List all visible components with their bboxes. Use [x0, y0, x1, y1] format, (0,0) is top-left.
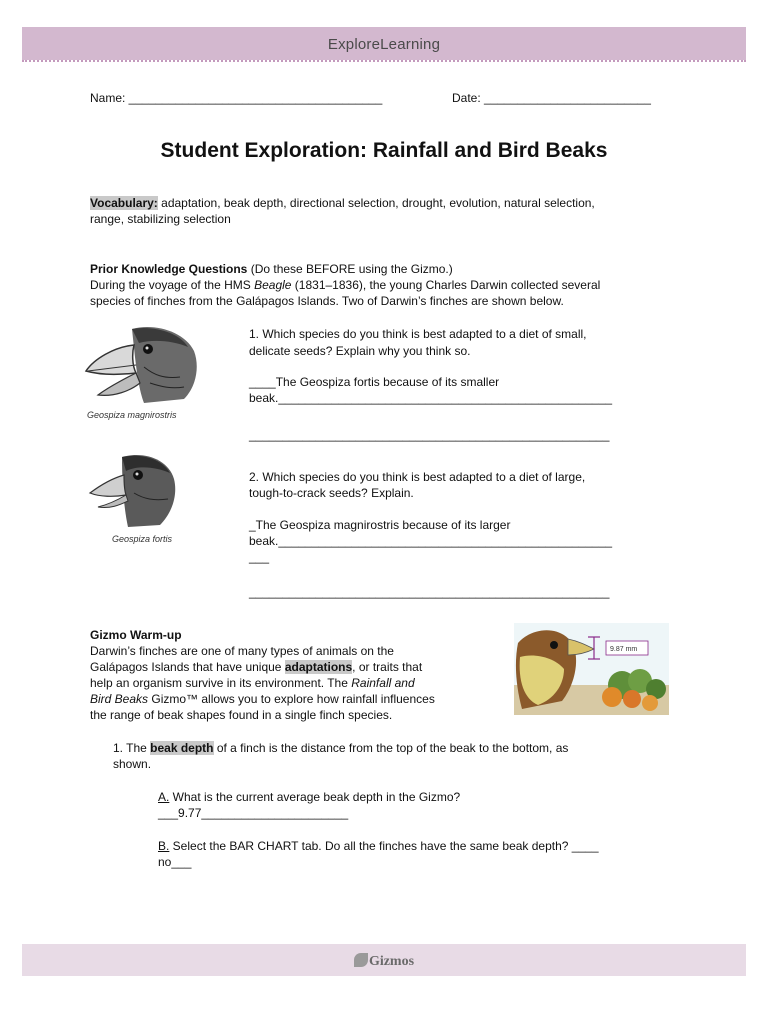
answer-2-line-2: beak.__________________________________________________	[249, 534, 613, 548]
answer-2-line-4: ______________________________________________________	[249, 585, 610, 599]
warmup-heading: Gizmo Warm-up	[90, 628, 182, 642]
answer-b: no___	[158, 855, 192, 869]
item-1-line-1: 1. The beak depth of a finch is the distance from the top of the beak to the bottom, as	[113, 741, 569, 755]
answer-1-line-2: beak.__________________________________________________	[249, 391, 613, 405]
answer-2-line-3: ___	[249, 550, 270, 564]
finch-fortis-image	[88, 449, 178, 529]
question-1-line-1: 1. Which species do you think is best adapted to a diet of small,	[249, 327, 587, 341]
question-1-line-2: delicate seeds? Explain why you think so.	[249, 344, 471, 358]
warmup-line-4: Bird Beaks Gizmo™ allows you to explore how rainfall influences	[90, 692, 435, 706]
answer-a: ___9.77______________________	[158, 806, 349, 820]
gizmo-measurement-label: 9.87 mm	[610, 646, 638, 653]
prior-knowledge-line-1: During the voyage of the HMS Beagle (1831–1836), the young Charles Darwin collected several	[90, 278, 601, 292]
answer-2-line-1: _The Geospiza magnirostris because of its larger	[249, 518, 511, 532]
prior-knowledge-line-2: species of finches from the Galápagos Islands. Two of Darwin’s finches are shown below.	[90, 294, 564, 308]
answer-1-line-1: ____The Geospiza fortis because of its smaller	[249, 375, 500, 389]
finch-fortis-caption: Geospiza fortis	[112, 534, 173, 544]
answer-1-line-3: ______________________________________________________	[249, 428, 610, 442]
prior-knowledge-heading: Prior Knowledge Questions (Do these BEFORE using the Gizmo.)	[90, 262, 453, 276]
brand-logo: ExploreLearning	[327, 36, 441, 53]
warmup-line-3: help an organism survive in its environment. The Rainfall and	[90, 676, 415, 690]
question-a: A. What is the current average beak depth in the Gizmo?	[158, 790, 461, 804]
question-b: B. Select the BAR CHART tab. Do all the finches have the same beak depth? ____	[158, 839, 599, 853]
item-1-line-2: shown.	[113, 757, 152, 771]
page-title: Student Exploration: Rainfall and Bird Beaks	[160, 139, 608, 162]
vocabulary-line-1: Vocabulary: adaptation, beak depth, directional selection, drought, evolution, natural selection,	[90, 196, 595, 210]
warmup-line-1: Darwin’s finches are one of many types of animals on the	[90, 644, 394, 658]
name-field: Name: ______________________________________	[90, 91, 383, 105]
footer-logo: Gizmos	[0, 953, 768, 970]
gizmo-finch-image	[514, 623, 669, 715]
warmup-line-2: Galápagos Islands that have unique adaptations, or traits that	[90, 660, 423, 674]
vocabulary-line-2: range, stabilizing selection	[90, 212, 231, 226]
warmup-line-5: the range of beak shapes found in a single finch species.	[90, 708, 393, 722]
finch-magnirostris-image	[84, 317, 204, 409]
date-field: Date: _________________________	[452, 91, 651, 105]
question-2-line-1: 2. Which species do you think is best adapted to a diet of large,	[249, 470, 586, 484]
question-2-line-2: tough-to-crack seeds? Explain.	[249, 486, 414, 500]
vocabulary-label: Vocabulary:	[90, 196, 158, 210]
finch-magnirostris-caption: Geospiza magnirostris	[87, 410, 177, 420]
gizmos-leaf-icon	[354, 953, 368, 967]
header-divider	[22, 60, 746, 62]
